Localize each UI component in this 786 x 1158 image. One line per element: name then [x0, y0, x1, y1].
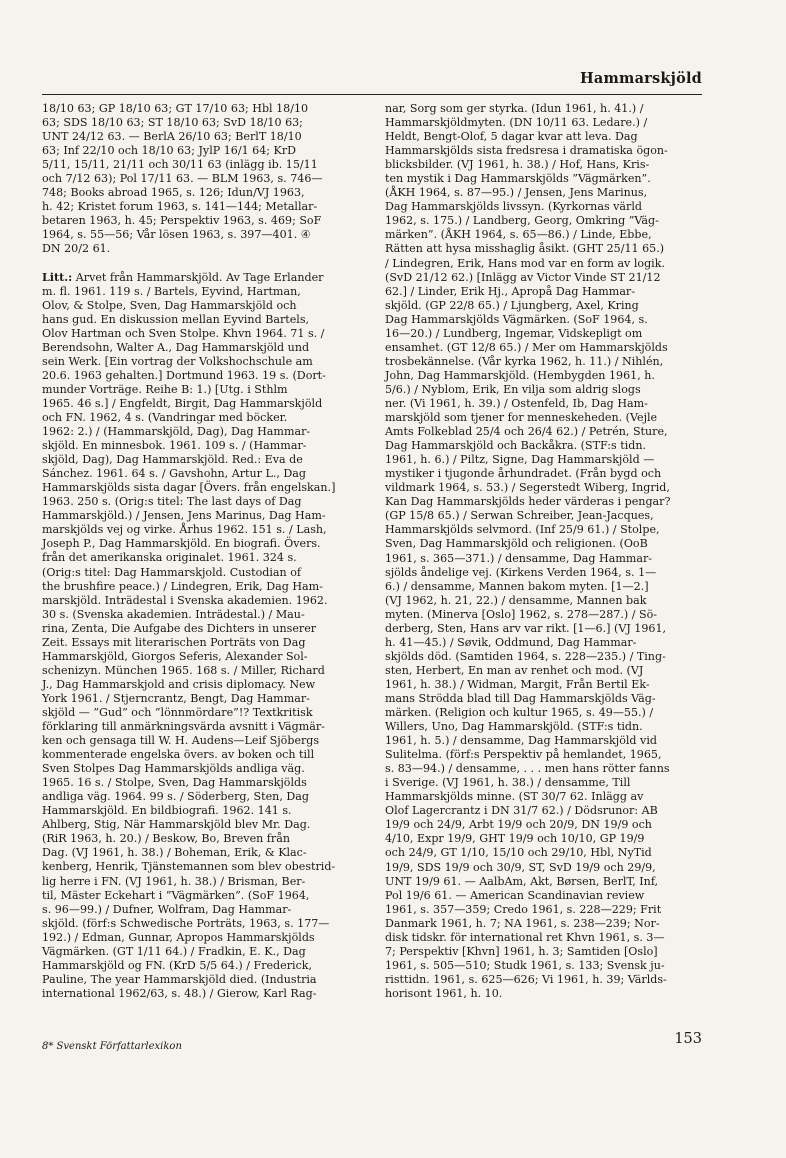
text-line: Ahlberg, Stig, När Hammarskjöld blev Mr. Dag.	[42, 818, 311, 832]
text-line: marskjölds vej og virke. Århus 1962. 151 s. / Lash,	[42, 523, 327, 537]
text-line: 1961, s. 365—371.) / densamme, Dag Hammar-	[385, 551, 653, 565]
text-line: 6.) / densamme, Mannen bakom myten. [1—2.]	[385, 579, 649, 593]
text-line: kommenterade engelska övers. av boken och till	[42, 748, 315, 762]
text-line: UNT 24/12 63. — BerlA 26/10 63; BerlT 18/10	[42, 130, 302, 144]
text-line: 30 s. (Svenska akademien. Inträdestal.) / Mau-	[42, 607, 305, 621]
text-line: andliga väg. 1964. 99 s. / Söderberg, Sten, Dag	[42, 790, 309, 804]
text-line: ner. (Vi 1961, h. 39.) / Ostenfeld, Ib, Dag Ham-	[385, 396, 648, 410]
text-line: 20.6. 1963 gehalten.] Dortmund 1963. 19 s. (Dort-	[42, 368, 326, 382]
text-line: 1962, s. 175.) / Landberg, Georg, Omkring ”Väg-	[385, 214, 659, 228]
litt-label: Litt.:	[42, 270, 73, 284]
text-line: 1961, s. 357—359; Credo 1961, s. 228—229; Frit	[385, 902, 662, 916]
text-line: lig herre i FN. (VJ 1961, h. 38.) / Brisman, Ber-	[42, 874, 306, 888]
text-line: risttidn. 1961, s. 625—626; Vi 1961, h. 39; Världs-	[385, 972, 667, 986]
text-line: the brushfire peace.) / Lindegren, Erik, Dag Ham-	[42, 579, 323, 593]
text-line: 1965. 46 s.] / Engfeldt, Birgit, Dag Hammarskjöld	[42, 396, 323, 410]
text-line: marskjöld som tjener for menneskeheden. (Vejle	[385, 411, 658, 425]
text-line: Dag Hammarskjöld och Backåkra. (STF:s tidn.	[385, 439, 647, 453]
text-line: Olof Lagercrantz i DN 31/7 62.) / Dödsrunor: AB	[385, 804, 658, 818]
text-line: 19/9 och 24/9, Arbt 19/9 och 20/9, DN 19/9 och	[385, 818, 652, 832]
text-line: 63; SDS 18/10 63; ST 18/10 63; SvD 18/10 63;	[42, 116, 303, 130]
text-line: (SvD 21/12 62.) [Inlägg av Victor Vinde ST 21/12	[385, 270, 661, 284]
text-line: s. 96—99.) / Dufner, Wolfram, Dag Hammar-	[42, 902, 292, 916]
text-line: Sven, Dag Hammarskjöld och religionen. (OoB	[385, 537, 648, 551]
text-line: 1961, h. 38.) / Widman, Margit, Från Bertil Ek-	[385, 677, 650, 691]
text-line: schenizyn. München 1965. 168 s. / Miller, Richard	[42, 663, 325, 677]
text-line: Willers, Uno, Dag Hammarskjöld. (STF:s tidn.	[385, 720, 643, 734]
text-line: Hammarskjölds selvmord. (Inf 25/9 61.) / Stolpe,	[385, 523, 660, 537]
text-line: Joseph P., Dag Hammarskjöld. En biografi. Övers.	[42, 537, 321, 551]
paragraph-gap	[42, 257, 362, 271]
header-rule	[42, 94, 702, 95]
text-line: Hammarskjölds sista dagar [Övers. från engelskan.]	[42, 481, 336, 495]
text-line: 62.] / Linder, Erik Hj., Apropå Dag Hammar-	[385, 284, 635, 298]
text-line: ensamhet. (GT 12/8 65.) / Mer om Hammarskjölds	[385, 340, 668, 354]
litt-first-text: Arvet från Hammarskjöld. Av Tage Erlander	[72, 270, 324, 284]
litt-heading-line	[42, 271, 362, 285]
text-line: disk tidskr. för international ret Khvn 1961, s. 3—	[385, 930, 665, 944]
text-line: myten. (Minerva [Oslo] 1962, s. 278—287.) / Sö-	[385, 607, 658, 621]
text-line: skjöld, Dag), Dag Hammarskjöld. Red.: Eva de	[42, 453, 303, 467]
text-line: Hammarskjöld og FN. (KrD 5/5 64.) / Frederick,	[42, 958, 313, 972]
text-line: skjöld. (GP 22/8 65.) / Ljungberg, Axel, Kring	[385, 298, 639, 312]
text-line: Hammarskjöld.) / Jensen, Jens Marinus, Dag Ham-	[42, 509, 326, 523]
page-number: 153	[674, 1031, 702, 1047]
text-line: Kan Dag Hammarskjölds heder värderas i pengar?	[385, 495, 671, 509]
text-line: (VJ 1962, h. 21, 22.) / densamme, Mannen bak	[385, 593, 647, 607]
text-line: Hammarskjöldmyten. (DN 10/11 63. Ledare.) /	[385, 116, 648, 130]
text-line: skjöld. En minnesbok. 1961. 109 s. / (Hammar-	[42, 439, 307, 453]
text-line: marskjöld. Inträdestal i Svenska akademien. 1962.	[42, 593, 328, 607]
text-line: Sulitelma. (förf:s Perspektiv på hemlandet, 1965,	[385, 748, 662, 762]
text-line: 1964, s. 55—56; Vår lösen 1963, s. 397—401. ④	[42, 228, 311, 242]
text-line: 18/10 63; GP 18/10 63; GT 17/10 63; Hbl 18/10	[42, 102, 309, 115]
text-line: 4/10, Expr 19/9, GHT 19/9 och 10/10, GP 19/9	[385, 832, 645, 846]
text-line: (Orig:s titel: Dag Hammarskjold. Custodian of	[42, 565, 301, 579]
text-line: Sánchez. 1961. 64 s. / Gavshohn, Artur L., Dag	[42, 467, 307, 481]
text-line: 16—20.) / Lundberg, Ingemar, Vidskepligt om	[385, 326, 643, 340]
text-line: Pol 19/6 61. — American Scandinavian review	[385, 888, 645, 902]
text-line: J., Dag Hammarskjold and crisis diplomacy. New	[42, 677, 316, 691]
text-line: Hammarskjöld. En bildbiografi. 1962. 141 s.	[42, 804, 292, 818]
text-line: Pauline, The year Hammarskjöld died. (Industria	[42, 972, 317, 986]
text-line: och 7/12 63); Pol 17/11 63. — BLM 1963, s. 746—	[42, 172, 323, 186]
text-line: och FN. 1962, 4 s. (Vandringar med böcker.	[42, 410, 288, 424]
text-line: 192.) / Edman, Gunnar, Apropos Hammarskjölds	[42, 930, 315, 944]
text-line: 19/9, SDS 19/9 och 30/9, ST, SvD 19/9 och 29/9,	[385, 860, 656, 874]
text-line: Heldt, Bengt-Olof, 5 dagar kvar att leva. Dag	[385, 130, 638, 144]
text-line: h. 41—45.) / Søvik, Oddmund, Dag Hammar-	[385, 635, 637, 649]
text-line: mans Strödda blad till Dag Hammarskjölds Väg-	[385, 691, 656, 705]
right-column	[385, 102, 707, 1001]
text-line: sein Werk. [Ein vortrag der Volkshochschule am	[42, 354, 313, 368]
text-line: UNT 19/9 61. — AalbAm, Akt, Børsen, BerlT, Inf,	[385, 874, 659, 888]
text-line: s. 83—94.) / densamme, . . . men hans rötter fanns	[385, 762, 670, 776]
text-line: York 1961. / Stjerncrantz, Bengt, Dag Hammar-	[42, 691, 310, 705]
text-line: Hammarskjölds minne. (ST 30/7 62. Inlägg av	[385, 790, 644, 804]
text-line: märken. (Religion och kultur 1965, s. 49—55.) /	[385, 706, 654, 720]
text-line: märken”. (ÅKH 1964, s. 65—86.) / Linde, Ebbe,	[385, 228, 652, 242]
text-line: 1963. 250 s. (Orig:s titel: The last days of Dag	[42, 495, 302, 509]
text-line: förklaring till anmärkningsvärda avsnitt i Vägmär-	[42, 720, 325, 734]
text-line: (ÅKH 1964, s. 87—95.) / Jensen, Jens Marinus,	[385, 186, 648, 200]
text-line: Dag Hammarskjölds livssyn. (Kyrkornas värld	[385, 200, 642, 214]
text-line: Dag Hammarskjölds Vägmärken. (SoF 1964, s.	[385, 312, 648, 326]
text-line: munder Vorträge. Reihe B: 1.) [Utg. i Sthlm	[42, 382, 288, 396]
text-line: Olov, & Stolpe, Sven, Dag Hammarskjöld och	[42, 298, 297, 312]
text-line: i Sverige. (VJ 1961, h. 38.) / densamme, Till	[385, 776, 631, 790]
text-line: 1961, h. 5.) / densamme, Dag Hammarskjöld vid	[385, 734, 657, 748]
text-line: skjöld — ”Gud” och ”lönnmördare”!? Textkritisk	[42, 705, 313, 719]
footer-signature: 8* Svenskt Författarlexikon	[42, 1041, 182, 1052]
text-line: mystiker i tjugonde århundradet. (Från bygd och	[385, 467, 662, 481]
text-line: Sven Stolpes Dag Hammarskjölds andliga väg.	[42, 762, 305, 776]
text-line: skjölds död. (Samtiden 1964, s. 228—235.) / Ting-	[385, 649, 666, 663]
text-line: ten mystik i Dag Hammarskjölds ”Vägmärken”.	[385, 172, 651, 186]
text-line: Zeit. Essays mit literarischen Porträts von Dag	[42, 635, 306, 649]
text-line: kenberg, Henrik, Tjänstemannen som blev obestrid-	[42, 860, 336, 874]
text-line: skjöld. (förf:s Schwedische Porträts, 1963, s. 177—	[42, 916, 330, 930]
text-line: Dag. (VJ 1961, h. 38.) / Boheman, Erik, & Klac-	[42, 846, 307, 860]
text-line: 1965. 16 s. / Stolpe, Sven, Dag Hammarskjölds	[42, 776, 307, 790]
text-line: m. fl. 1961. 119 s. / Bartels, Eyvind, Hartman,	[42, 284, 301, 298]
text-line: 5/11, 15/11, 21/11 och 30/11 63 (inlägg ib. 15/11	[42, 158, 318, 172]
text-line: (GP 15/8 65.) / Serwan Schreiber, Jean-Jacques,	[385, 509, 654, 523]
text-line: Vägmärken. (GT 1/11 64.) / Fradkin, E. K., Dag	[42, 944, 306, 958]
text-line: Hammarskjöld, Giorgos Seferis, Alexander Sol-	[42, 649, 308, 663]
text-line: sten, Herbert, En man av renhet och mod. (VJ	[385, 663, 644, 677]
text-line: Berendsohn, Walter A., Dag Hammarskjöld und	[42, 340, 310, 354]
text-line: Rätten att hysa misshaglig åsikt. (GHT 25/11 65.)	[385, 242, 665, 256]
text-line: betaren 1963, h. 45; Perspektiv 1963, s. 469; SoF	[42, 214, 322, 228]
text-line: Danmark 1961, h. 7; NA 1961, s. 238—239; Nor-	[385, 916, 660, 930]
text-line: sjölds åndelige vej. (Kirkens Verden 1964, s. 1—	[385, 565, 657, 579]
text-line: rina, Zenta, Die Aufgabe des Dichters in unserer	[42, 621, 317, 635]
text-line: 5/6.) / Nyblom, Erik, En vilja som aldrig slogs	[385, 382, 641, 396]
text-line: international 1962/63, s. 48.) / Gierow, Karl Rag-	[42, 986, 317, 1000]
text-line: Hammarskjölds sista fredsresa i dramatiska ögon-	[385, 144, 668, 158]
text-line: 748; Books abroad 1965, s. 126; Idun/VJ 1963,	[42, 186, 305, 200]
text-line: (RiR 1963, h. 20.) / Beskow, Bo, Breven från	[42, 832, 290, 846]
text-line: DN 20/2 61.	[42, 242, 111, 256]
text-line: vildmark 1964, s. 53.) / Segerstedt Wiberg, Ingrid,	[385, 481, 670, 495]
text-line: från det amerikanska originalet. 1961. 324 s.	[42, 551, 297, 565]
text-line: blicksbilder. (VJ 1961, h. 38.) / Hof, Hans, Kris-	[385, 158, 650, 172]
text-line: John, Dag Hammarskjöld. (Hembygden 1961, h.	[385, 368, 655, 382]
text-line: 1961, s. 505—510; Studk 1961, s. 133; Svensk ju-	[385, 958, 665, 972]
text-line: 63; Inf 22/10 och 18/10 63; JylP 16/1 64; KrD	[42, 144, 297, 158]
text-line: 1962: 2.) / (Hammarskjöld, Dag), Dag Hammar-	[42, 425, 311, 439]
text-line: horisont 1961, h. 10.	[385, 986, 503, 1000]
text-line: trosbekännelse. (Vår kyrka 1962, h. 11.) / Nihlén,	[385, 354, 664, 368]
text-line: 7; Perspektiv [Khvn] 1961, h. 3; Samtiden [Oslo]	[385, 944, 658, 958]
page-header-title: Hammarskjöld	[580, 70, 702, 87]
text-line: Olov Hartman och Sven Stolpe. Khvn 1964. 71 s. /	[42, 326, 325, 340]
text-line: 1961, h. 6.) / Piltz, Signe, Dag Hammarskjöld —	[385, 453, 655, 467]
text-line: h. 42; Kristet forum 1963, s. 141—144; Metallar-	[42, 200, 318, 214]
text-line: til, Mäster Eckehart i ”Vägmärken”. (SoF 1964,	[42, 888, 310, 902]
text-line: Amts Folkeblad 25/4 och 26/4 62.) / Petrén, Sture,	[385, 425, 668, 439]
text-line: derberg, Sten, Hans arv var rikt. [1—6.] (VJ 1961,	[385, 621, 667, 635]
text-line: och 24/9, GT 1/10, 15/10 och 29/10, Hbl, NyTid	[385, 846, 652, 860]
text-line: ken och gensaga till W. H. Audens—Leif Sjöbergs	[42, 734, 320, 748]
text-line: / Lindegren, Erik, Hans mod var en form av logik.	[385, 256, 665, 270]
left-column	[42, 102, 362, 1001]
text-line: hans gud. En diskussion mellan Eyvind Bartels,	[42, 312, 310, 326]
text-line: nar, Sorg som ger styrka. (Idun 1961, h. 41.) /	[385, 102, 644, 115]
